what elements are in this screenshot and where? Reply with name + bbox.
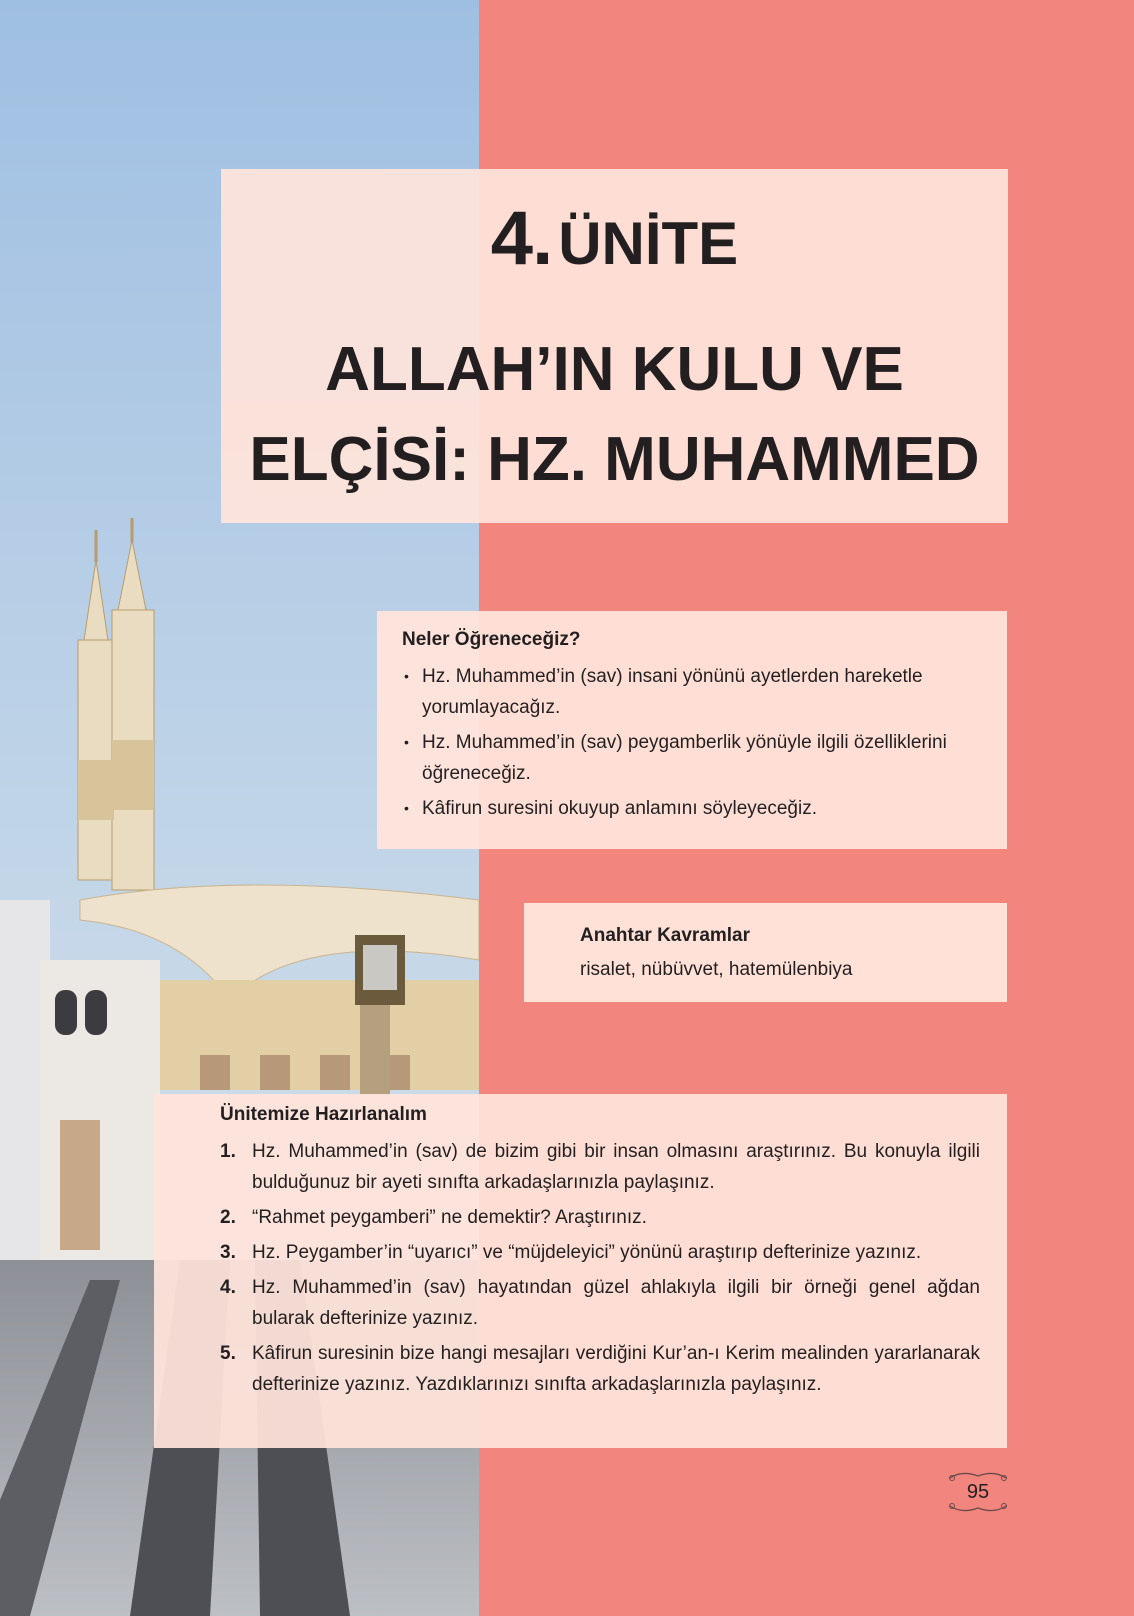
unit-word: ÜNİTE xyxy=(558,210,739,277)
unit-number: 4. xyxy=(490,196,553,281)
unit-heading xyxy=(221,195,1008,282)
learning-goals-panel xyxy=(377,611,1007,849)
item-text: “Rahmet peygamberi” ne demektir? Araştırınız. xyxy=(252,1207,647,1228)
item-number: 1. xyxy=(220,1141,236,1162)
list-item xyxy=(220,1272,980,1334)
preparation-list xyxy=(220,1136,980,1404)
item-number: 5. xyxy=(220,1343,236,1364)
item-number: 4. xyxy=(220,1277,236,1298)
item-text: Kâfirun suresinin bize hangi mesajları verdiğini Kur’an-ı Kerim mealinden yararlanarak defterinize yazınız. Yazdıklarınızı sınıfta arkadaşlarınızla paylaşınız. xyxy=(252,1343,980,1395)
item-number: 2. xyxy=(220,1207,236,1228)
item-text: Hz. Peygamber’in “uyarıcı” ve “müjdeleyici” yönünü araştırıp defterinize yazınız. xyxy=(252,1242,922,1263)
item-number: 3. xyxy=(220,1242,236,1263)
page-title xyxy=(221,325,1008,505)
preparation-panel xyxy=(154,1094,1007,1448)
list-item: • Hz. Muhammed’in (sav) peygamberlik yönüyle ilgili özelliklerini öğreneceğiz. xyxy=(402,727,982,789)
learning-goals-heading: Neler Öğreneceğiz? xyxy=(402,629,581,650)
list-item xyxy=(220,1237,980,1268)
list-item xyxy=(220,1338,980,1400)
unit-title-panel xyxy=(221,169,1008,523)
page-number-text: 95 xyxy=(966,1481,990,1503)
page-number xyxy=(946,1468,1010,1516)
title-line-1: ALLAH’IN KULU VE xyxy=(325,335,904,404)
item-text: Hz. Muhammed’in (sav) hayatından güzel ahlakıyla ilgili bir örneği genel ağdan bularak defterinize yazınız. xyxy=(252,1277,980,1329)
learning-goals-list xyxy=(402,661,982,828)
list-item: • Hz. Muhammed’in (sav) insani yönünü ayetlerden hareketle yorumlayacağız. xyxy=(402,661,982,723)
list-item xyxy=(220,1202,980,1233)
key-concepts-heading: Anahtar Kavramlar xyxy=(580,925,751,946)
title-line-2: ELÇİSİ: HZ. MUHAMMED xyxy=(249,425,980,494)
key-concepts-panel xyxy=(524,903,1007,1002)
item-text: Hz. Muhammed’in (sav) de bizim gibi bir insan olmasını araştırınız. Bu konuyla ilgili bulduğunuz bir ayeti sınıfta arkadaşlarınızla paylaşınız. xyxy=(252,1141,980,1193)
key-concepts-text: risalet, nübüvvet, hatemülenbiya xyxy=(580,959,853,980)
preparation-heading: Ünitemize Hazırlanalım xyxy=(220,1104,427,1125)
list-item xyxy=(220,1136,980,1198)
list-item: • Kâfirun suresini okuyup anlamını söyleyeceğiz. xyxy=(402,793,982,824)
